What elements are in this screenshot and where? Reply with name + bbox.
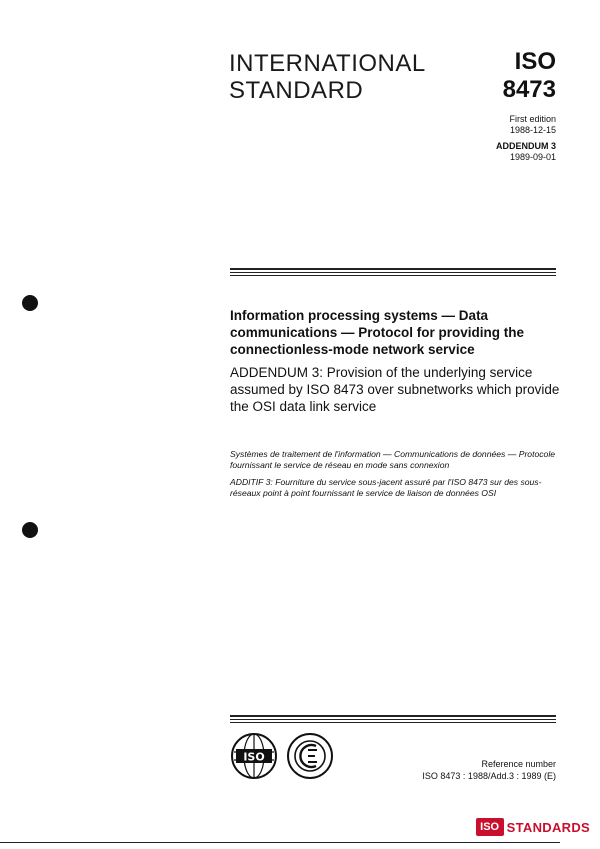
iso-logo-text: ISO: [243, 750, 265, 764]
french-title: Systèmes de traitement de l'information — Communications de données — Protocole fournissant le service de réseau en mode sans connexion: [230, 449, 556, 470]
english-title: Information processing systems — Data communications — Protocol for providing the connectionless-mode network service: [230, 308, 525, 357]
french-addendum-title: ADDITIF 3: Fourniture du service sous-jacent assuré par l'ISO 8473 sur des sous-réseaux point à point fournissant le service de liaison de données OSI: [230, 477, 542, 498]
english-addendum-title: ADDENDUM 3: Provision of the underlying service assumed by ISO 8473 over subnetworks which provide the OSI data link service: [230, 365, 560, 414]
document-type-title: [229, 50, 426, 104]
punch-hole-top: [22, 295, 38, 311]
badge-standards-text: STANDARDS: [506, 819, 590, 835]
iso-logo-icon: [230, 732, 278, 780]
french-title-block: [230, 449, 560, 505]
standard-org: ISO: [514, 48, 556, 75]
edition-label: First edition: [509, 114, 556, 124]
edition-date: 1988-12-15: [509, 125, 556, 135]
edition-info: [496, 114, 556, 163]
title-line-standard: STANDARD: [229, 77, 364, 104]
punch-hole-bottom: [22, 522, 38, 538]
iec-logo-icon: [286, 732, 334, 780]
bottom-divider: [230, 715, 556, 725]
page-bottom-rule: [0, 842, 560, 843]
standard-code: [503, 48, 556, 104]
addendum-date: 1989-09-01: [509, 152, 556, 162]
reference-value: ISO 8473 : 1988/Add.3 : 1989 (E): [422, 771, 556, 781]
addendum-label: ADDENDUM 3: [495, 141, 556, 151]
top-divider: [230, 268, 556, 278]
title-line-international: INTERNATIONAL: [229, 50, 426, 77]
badge-iso-mark: ISO: [476, 818, 504, 836]
iso-standards-store-badge[interactable]: [476, 818, 590, 836]
standard-number: 8473: [502, 76, 556, 103]
reference-label: Reference number: [481, 759, 556, 769]
reference-number-block: [422, 758, 556, 782]
